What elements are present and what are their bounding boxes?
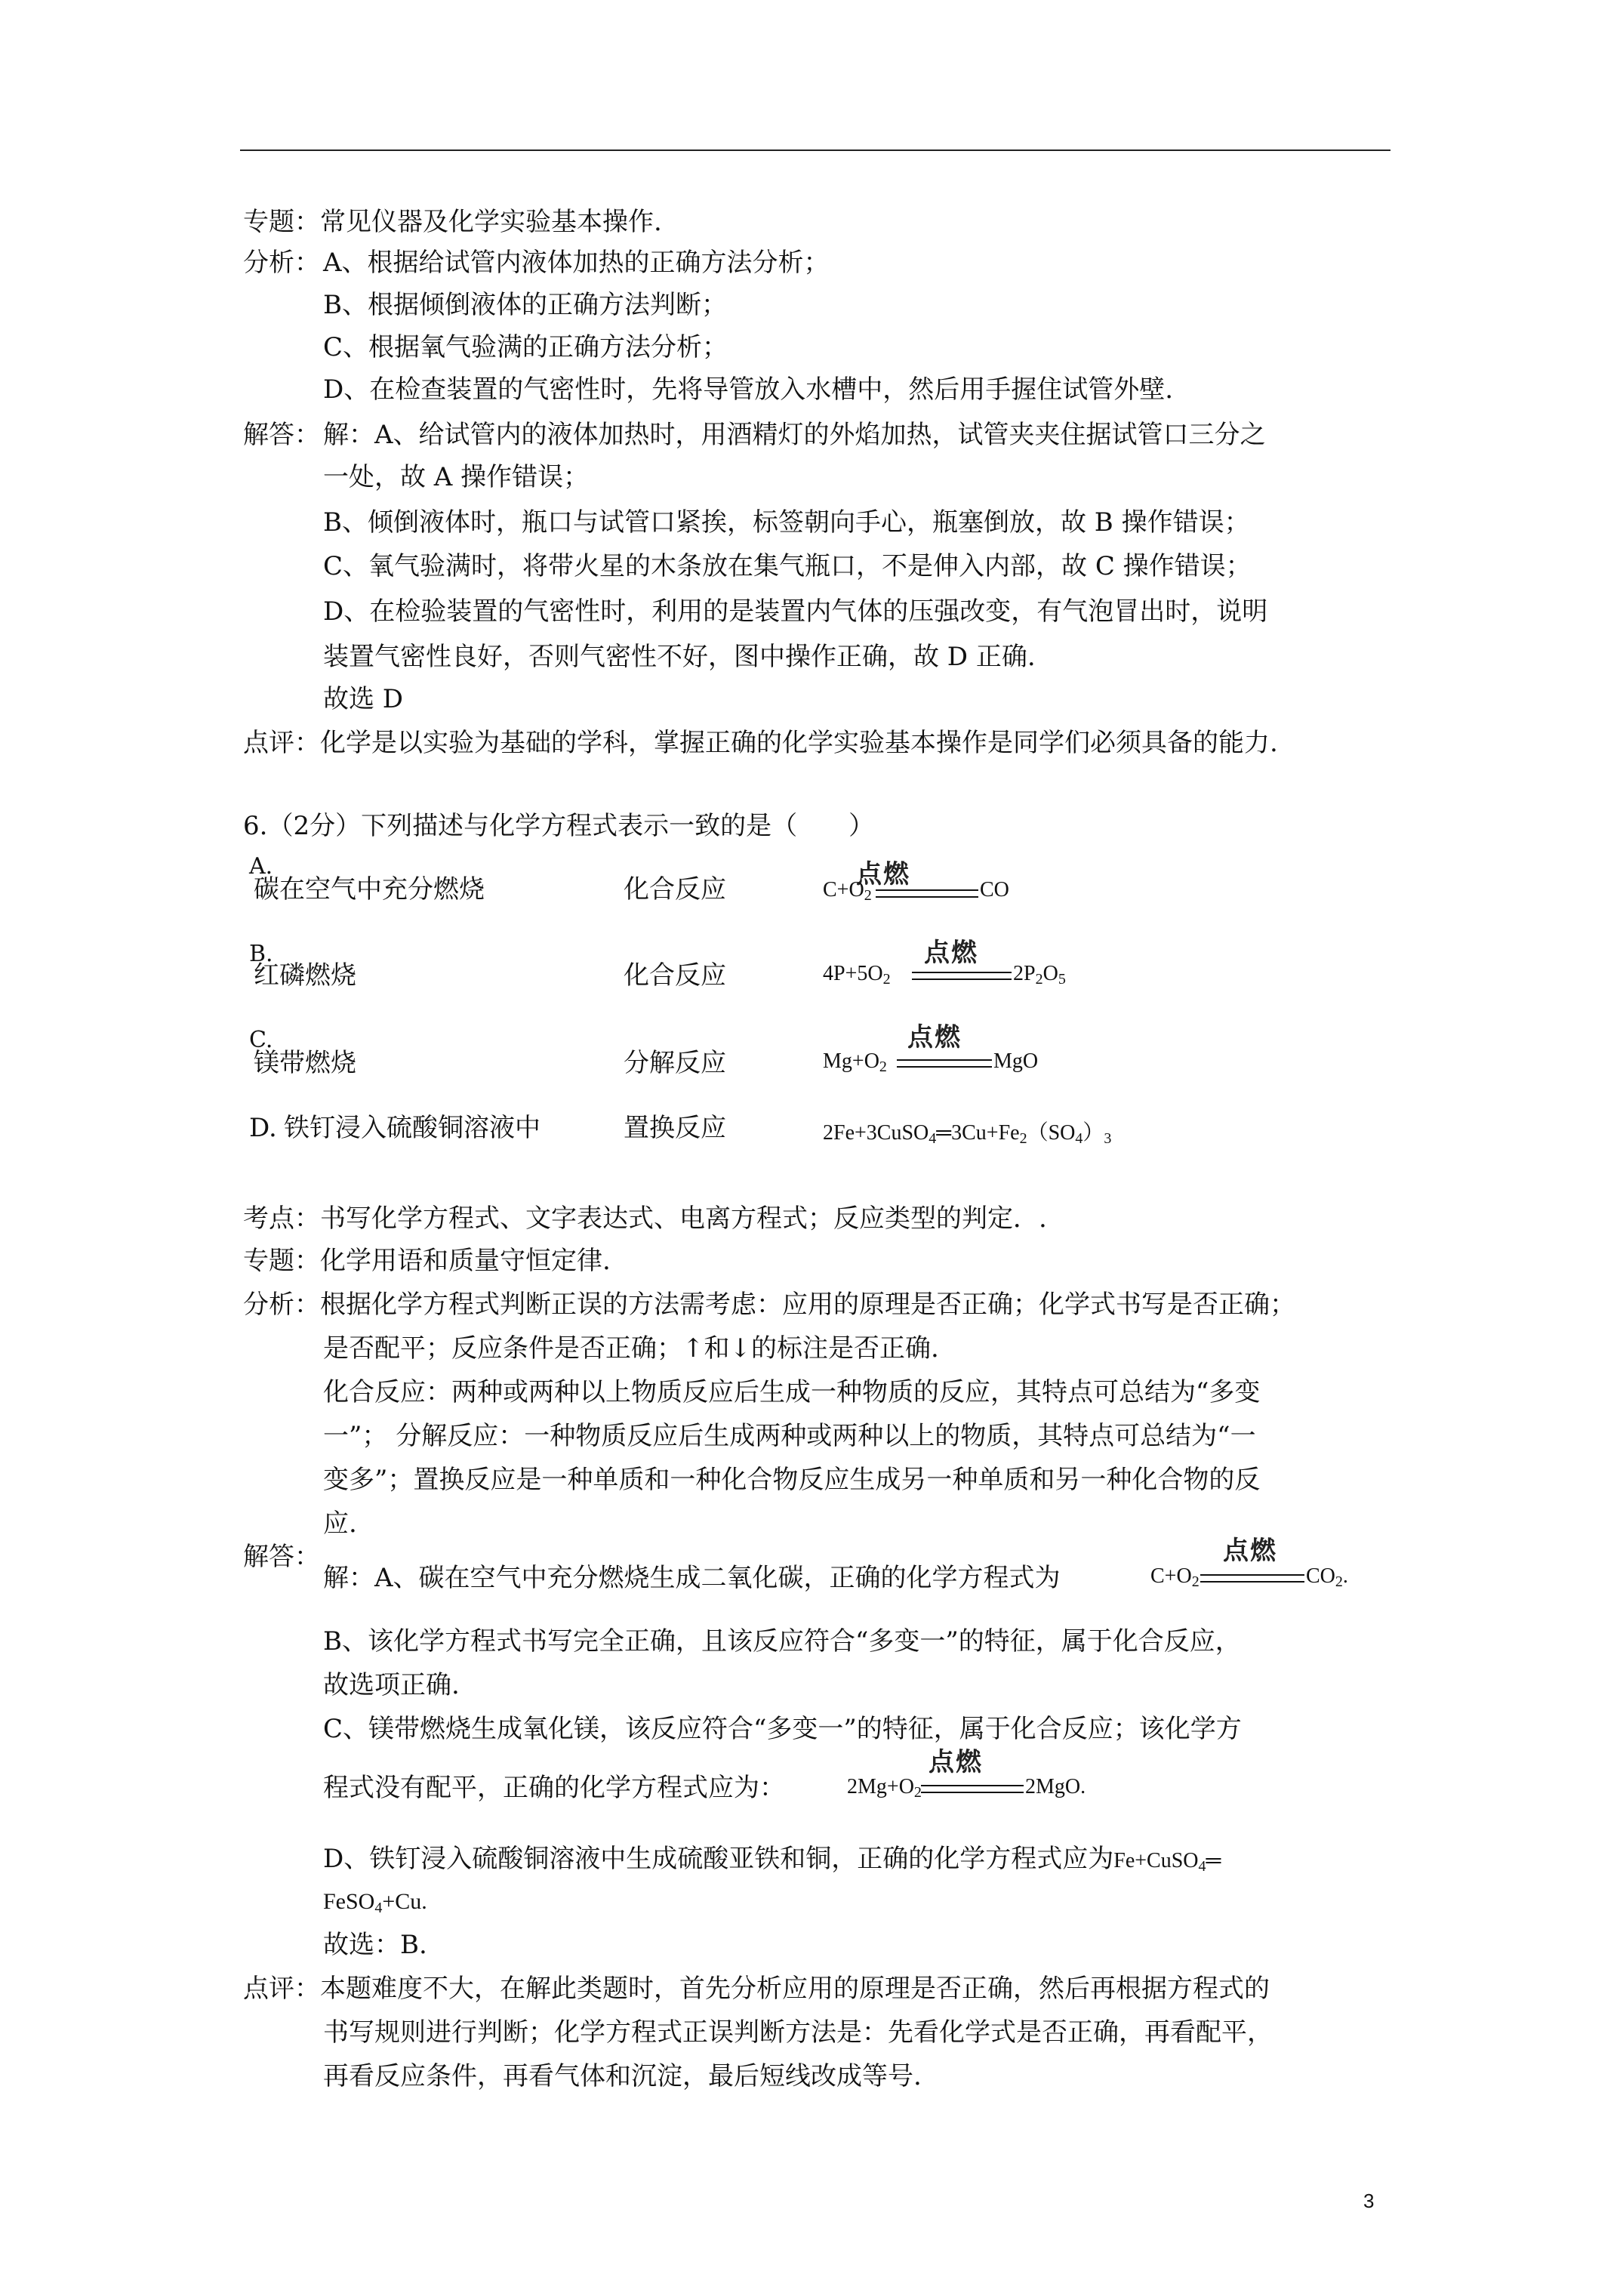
equation-product: 2MgO. — [1025, 1775, 1086, 1798]
reaction-condition: 点燃 — [1223, 1536, 1277, 1566]
equation: $4P+5O_2$ — [823, 962, 891, 988]
analysis-line: 变多”；置换反应是一种单质和一种化合物反应生成另一种单质和另一种化合物的反 — [323, 1465, 1261, 1495]
comment-line: 书写规则进行判断；化学方程式正误判断方法是：先看化学式是否正确，再看配平， — [323, 2017, 1273, 2048]
option-description: 碳在空气中充分燃烧 — [254, 874, 485, 905]
answer-line: 一处，故 A 操作错误； — [323, 462, 590, 492]
equation-product: $2P_2O_5$ — [1013, 962, 1066, 988]
equation: $C+O_2$ — [1150, 1564, 1200, 1590]
option-letter: A. — [249, 853, 273, 880]
answer-line: B、倾倒液体时，瓶口与试管口紧挨，标签朝向手心，瓶塞倒放，故 B 操作错误； — [323, 507, 1250, 538]
question-stem: 6.（2分）下列描述与化学方程式表示一致的是（ ） — [243, 811, 875, 841]
answer-line: B、该化学方程式书写完全正确，且该反应符合“多变一”的特征，属于化合反应， — [323, 1626, 1241, 1657]
option-description: 铁钉浸入硫酸铜溶液中 — [284, 1113, 540, 1143]
equation: $C+O_2$ — [823, 878, 872, 904]
comment-line: 点评：化学是以实验为基础的学科，掌握正确的化学实验基本操作是同学们必须具备的能力. — [243, 728, 1278, 758]
analysis-line: 一”； 分解反应：一种物质反应后生成两种或两种以上的物质，其特点可总结为“一 — [323, 1421, 1256, 1451]
equation: $2Fe+3CuSO_4═3Cu+Fe_2(SO_4)_3$ — [823, 1121, 1112, 1147]
equation-product: CO — [980, 878, 1009, 901]
topic-line: 专题：化学用语和质量守恒定律. — [243, 1246, 611, 1276]
page-number: 3 — [1363, 2190, 1375, 2212]
answer-line: C、镁带燃烧生成氧化镁，该反应符合“多变一”的特征，属于化合反应；该化学方 — [323, 1714, 1242, 1744]
equation: $Mg+O_2$ — [823, 1049, 887, 1075]
reaction-condition: 点燃 — [907, 1022, 962, 1052]
analysis-line: 分析：根据化学方程式判断正误的方法需考虑：应用的原理是否正确；化学式书写是否正确； — [243, 1290, 1295, 1320]
reaction-condition: 点燃 — [929, 1747, 983, 1777]
analysis-line: B、根据倾倒液体的正确方法判断； — [323, 290, 727, 320]
analysis-label: 分析： — [243, 248, 320, 278]
equals-sign — [897, 1059, 992, 1068]
comment-line: 点评：本题难度不大，在解此类题时，首先分析应用的原理是否正确，然后再根据方程式的 — [243, 1974, 1270, 2004]
header-rule — [240, 149, 1390, 151]
equation: $2Mg+O_2$ — [847, 1775, 922, 1801]
option-description: 红磷燃烧 — [254, 960, 356, 991]
comment-line: 再看反应条件，再看气体和沉淀，最后短线改成等号. — [323, 2061, 922, 2091]
option-letter: B. — [249, 941, 273, 967]
answer-line: 解：A、给试管内的液体加热时，用酒精灯的外焰加热，试管夹夹住据试管口三分之 — [323, 420, 1266, 450]
answer-line: 故选：B. — [323, 1930, 427, 1960]
answer-line: 装置气密性良好，否则气密性不好，图中操作正确，故 D 正确. — [323, 642, 1036, 672]
reaction-type: 化合反应 — [624, 874, 726, 905]
analysis-line: D、在检查装置的气密性时，先将导管放入水槽中，然后用手握住试管外壁. — [323, 374, 1174, 405]
answer-line: 故选 D — [323, 684, 404, 714]
answer-line: D、铁钉浸入硫酸铜溶液中生成硫酸亚铁和铜，正确的化学方程式应为Fe+CuSO$_4$═ — [323, 1844, 1221, 1875]
analysis-line: 化合反应：两种或两种以上物质反应后生成一种物质的反应，其特点可总结为“多变 — [323, 1377, 1261, 1407]
equation-product: MgO — [993, 1049, 1039, 1073]
equation: FeSO$_4$+Cu. — [323, 1889, 427, 1916]
answer-label: 解答： — [243, 1542, 320, 1572]
option-description: 镁带燃烧 — [254, 1048, 356, 1078]
reaction-condition: 点燃 — [924, 938, 978, 968]
answer-line: C、氧气验满时，将带火星的木条放在集气瓶口，不是伸入内部，故 C 操作错误； — [323, 551, 1252, 581]
answer-line: 程式没有配平，正确的化学方程式应为： — [323, 1773, 785, 1803]
topic-line: 专题：常见仪器及化学实验基本操作. — [243, 207, 662, 237]
equals-sign — [1200, 1574, 1304, 1583]
analysis-line: C、根据氧气验满的正确方法分析； — [323, 332, 728, 362]
reaction-type: 化合反应 — [624, 960, 726, 991]
answer-line: D、在检验装置的气密性时，利用的是装置内气体的压强改变，有气泡冒出时，说明 — [323, 596, 1268, 627]
equation-product: $CO_2$. — [1306, 1564, 1348, 1590]
reaction-type: 置换反应 — [624, 1113, 726, 1143]
reaction-type: 分解反应 — [624, 1048, 726, 1078]
analysis-line: 应. — [323, 1509, 357, 1539]
answer-line: 解：A、碳在空气中充分燃烧生成二氧化碳，正确的化学方程式为 — [323, 1563, 1061, 1593]
exam-point-line: 考点：书写化学方程式、文字表达式、电离方程式；反应类型的判定．. — [243, 1203, 1047, 1234]
equals-sign — [876, 889, 978, 898]
answer-label: 解答： — [243, 420, 320, 450]
equals-sign — [912, 972, 1012, 980]
option-letter: C. — [249, 1027, 273, 1053]
option-letter: D. — [249, 1113, 277, 1143]
reaction-condition: 点燃 — [856, 859, 910, 889]
equals-sign — [921, 1785, 1024, 1793]
analysis-line: A、根据给试管内液体加热的正确方法分析； — [323, 248, 830, 278]
answer-line: 故选项正确. — [323, 1670, 460, 1700]
analysis-line: 是否配平；反应条件是否正确；↑和↓的标注是否正确. — [323, 1333, 939, 1364]
